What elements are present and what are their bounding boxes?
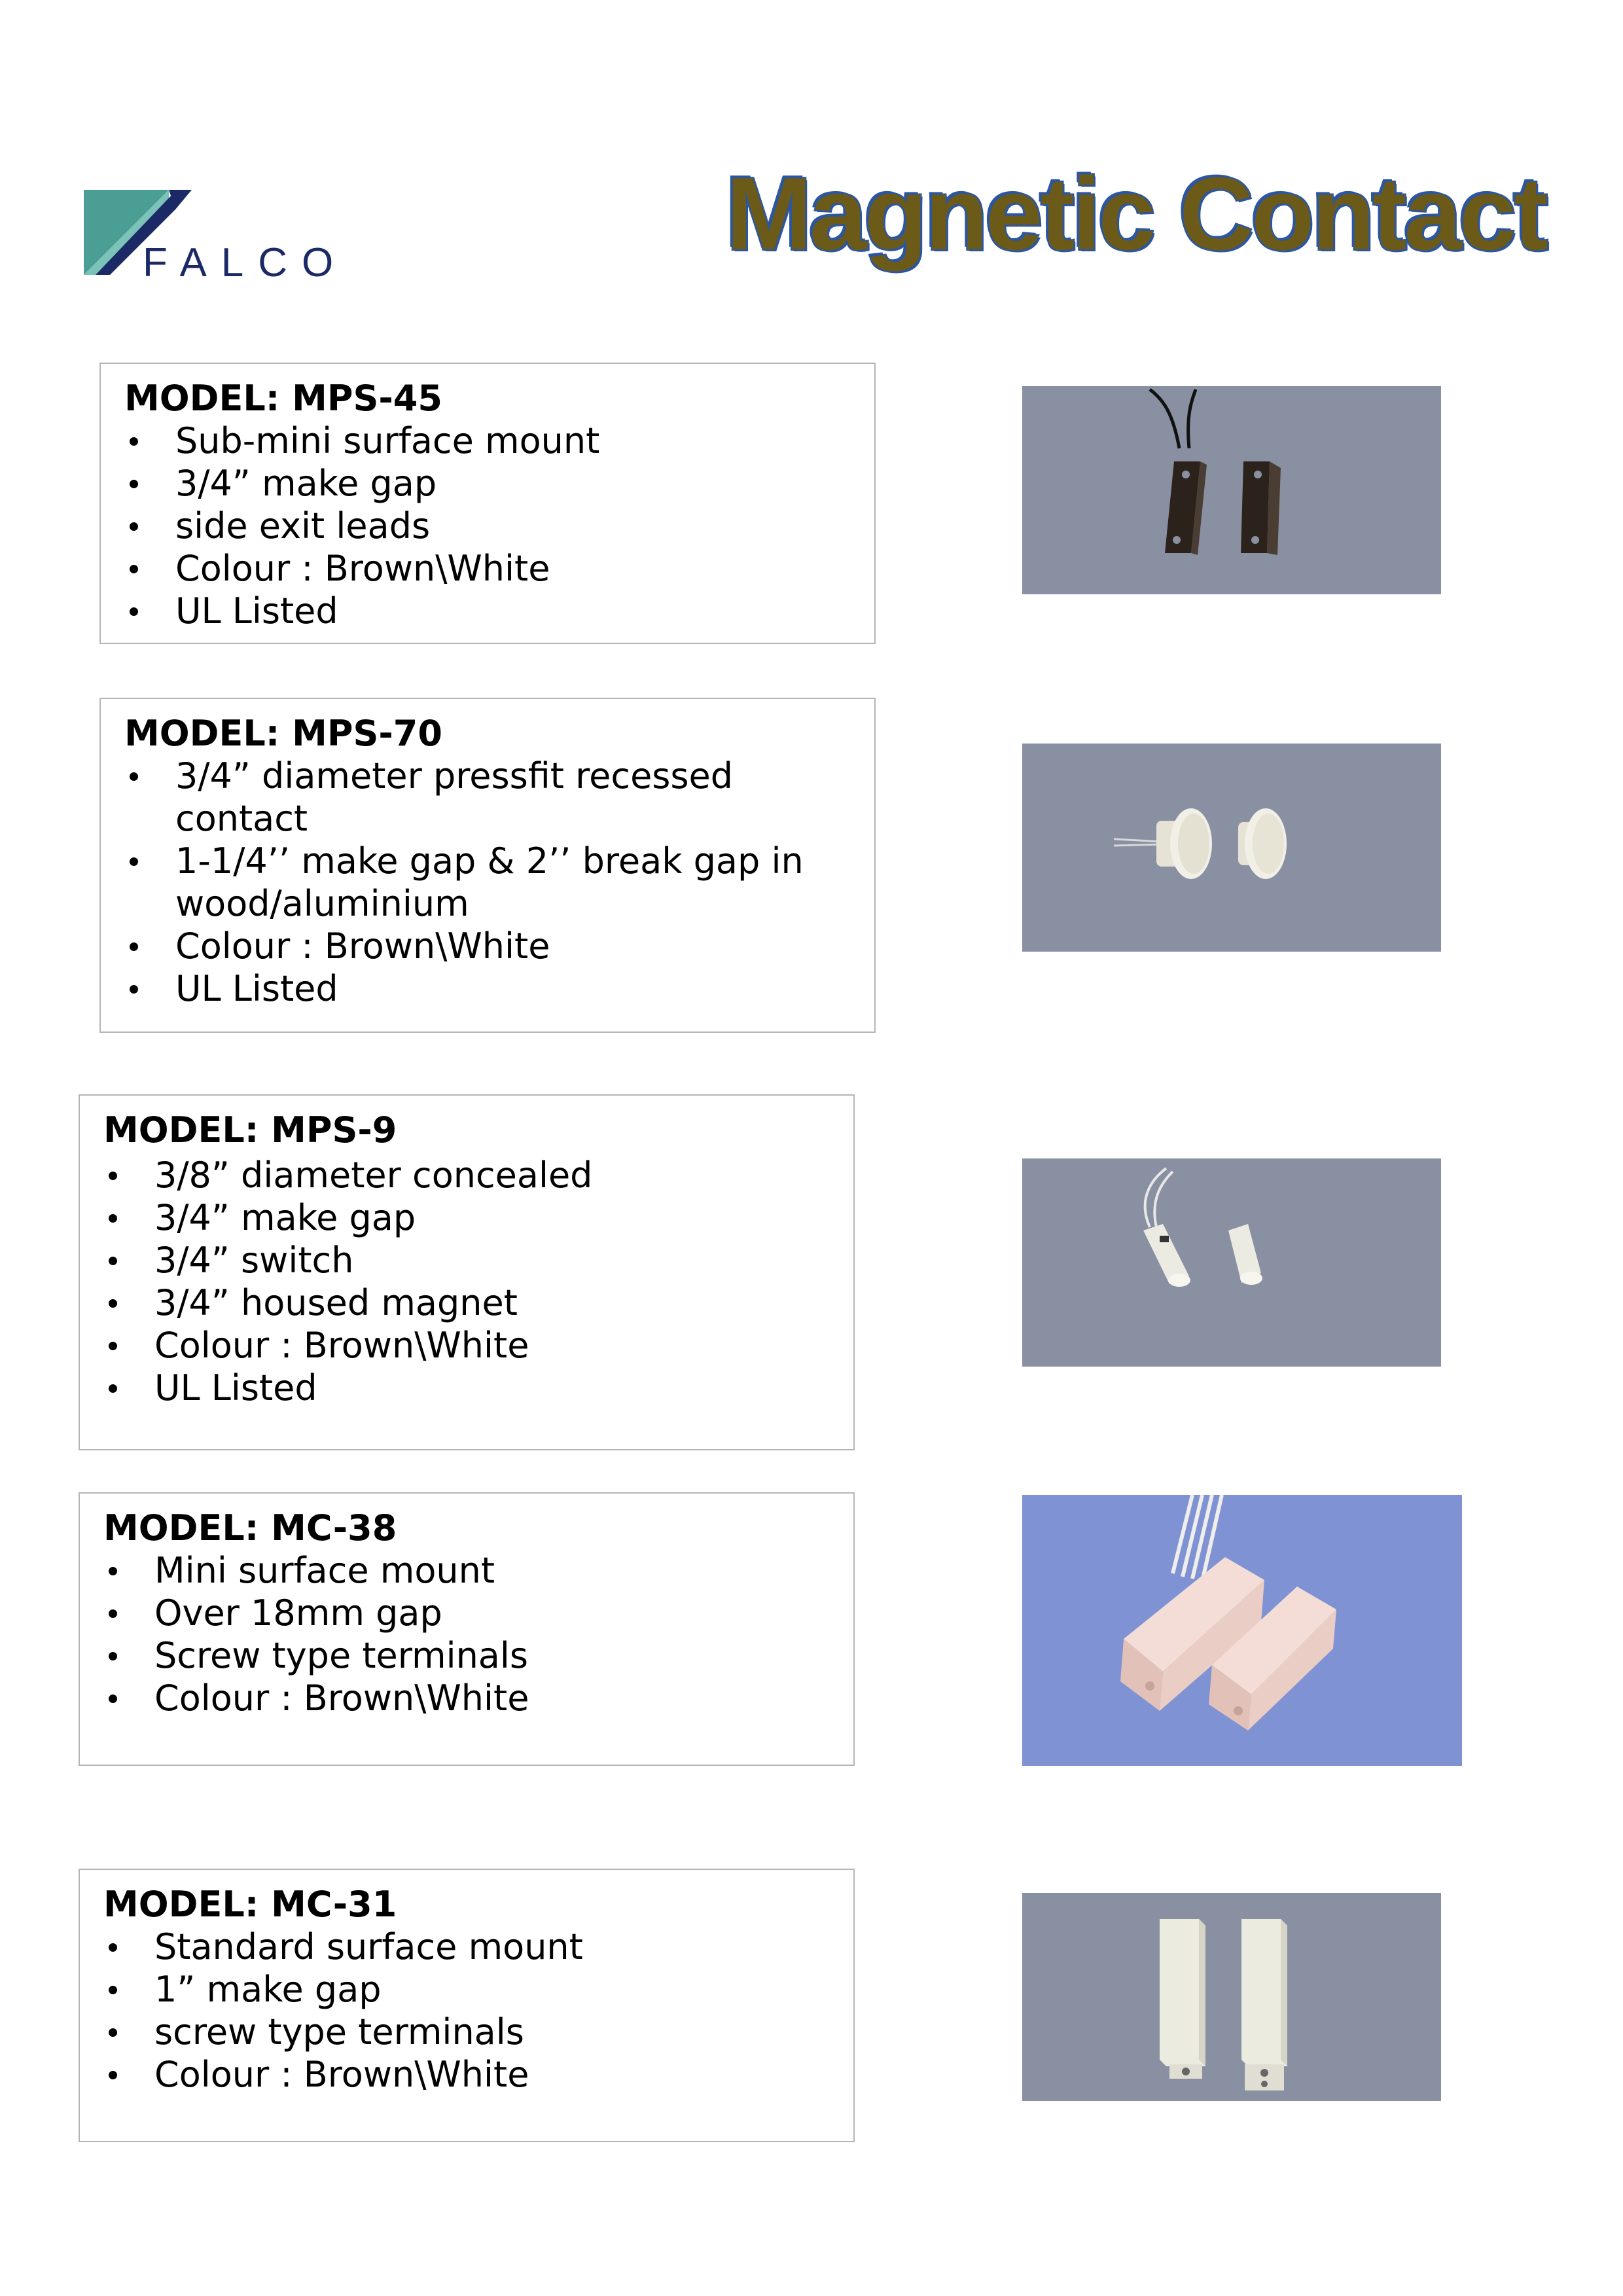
feature-item: Colour : Brown\White bbox=[103, 1324, 830, 1367]
feature-item: 3/4” housed magnet bbox=[103, 1282, 830, 1324]
product-photo-mps-45 bbox=[1022, 386, 1441, 594]
feature-item: Colour : Brown\White bbox=[124, 925, 851, 967]
feature-item: 3/8” diameter concealed bbox=[103, 1154, 830, 1196]
logo-wordmark: FALCO bbox=[143, 240, 348, 281]
feature-item: Screw type terminals bbox=[103, 1634, 830, 1677]
feature-item: 3/4” switch bbox=[103, 1239, 830, 1282]
feature-item: 1” make gap bbox=[103, 1968, 830, 2011]
product-card-mc-31 bbox=[79, 1869, 855, 2142]
model-heading: MODEL: MPS-9 bbox=[103, 1109, 397, 1151]
feature-item: side exit leads bbox=[124, 505, 851, 547]
product-card-mps-9 bbox=[79, 1094, 855, 1450]
page-title: Magnetic Contact bbox=[726, 156, 1546, 272]
feature-item: Colour : Brown\White bbox=[103, 2053, 830, 2096]
feature-item: Sub-mini surface mount bbox=[124, 420, 851, 462]
model-heading: MODEL: MPS-70 bbox=[124, 713, 442, 754]
feature-list bbox=[103, 1154, 830, 1409]
feature-item: 3/4” diameter pressfit recessed contact bbox=[124, 755, 851, 840]
feature-item: 3/4” make gap bbox=[103, 1196, 830, 1239]
feature-item: UL Listed bbox=[124, 590, 851, 632]
feature-item: UL Listed bbox=[124, 967, 851, 1010]
product-photo-mc-38 bbox=[1022, 1495, 1462, 1766]
feature-item: 1-1/4’’ make gap & 2’’ break gap in wood/aluminium bbox=[124, 840, 851, 925]
feature-item: screw type terminals bbox=[103, 2011, 830, 2053]
product-photo-mps-70 bbox=[1022, 744, 1441, 952]
feature-item: UL Listed bbox=[103, 1367, 830, 1409]
model-heading: MODEL: MPS-45 bbox=[124, 378, 442, 419]
feature-item: Colour : Brown\White bbox=[103, 1677, 830, 1719]
product-card-mps-70 bbox=[99, 698, 876, 1033]
feature-item: Standard surface mount bbox=[103, 1926, 830, 1968]
feature-list bbox=[124, 755, 851, 1010]
feature-item: Mini surface mount bbox=[103, 1549, 830, 1592]
feature-list bbox=[103, 1926, 830, 2096]
product-photo-mc-31 bbox=[1022, 1893, 1441, 2101]
feature-item: Colour : Brown\White bbox=[124, 547, 851, 590]
feature-item: 3/4” make gap bbox=[124, 462, 851, 505]
feature-list bbox=[103, 1549, 830, 1719]
model-heading: MODEL: MC-38 bbox=[103, 1507, 397, 1549]
feature-item: Over 18mm gap bbox=[103, 1592, 830, 1634]
feature-list bbox=[124, 420, 851, 632]
product-photo-mps-9 bbox=[1022, 1158, 1441, 1367]
falco-logo bbox=[84, 190, 411, 281]
model-heading: MODEL: MC-31 bbox=[103, 1884, 397, 1925]
product-card-mps-45 bbox=[99, 363, 876, 644]
product-card-mc-38 bbox=[79, 1492, 855, 1766]
